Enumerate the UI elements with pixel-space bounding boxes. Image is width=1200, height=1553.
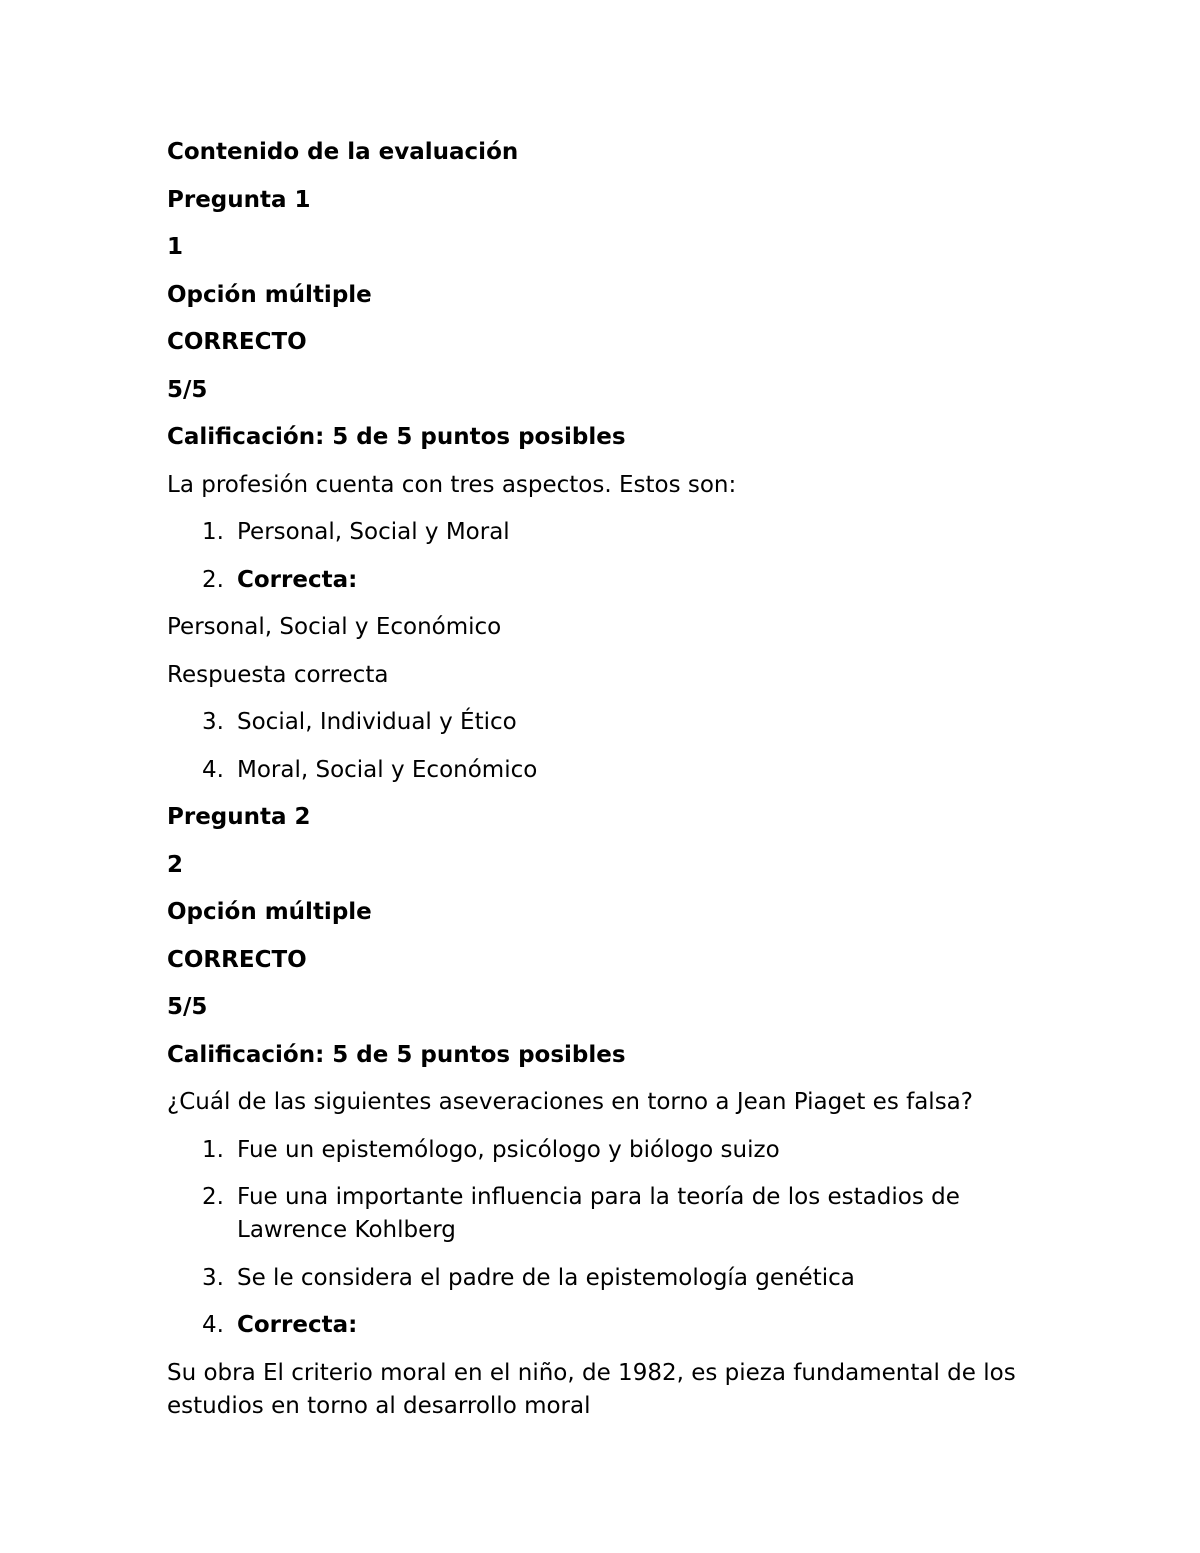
question-title: Pregunta 2: [167, 804, 311, 830]
option-text: Personal, Social y Moral: [237, 519, 510, 545]
question-type: Opción múltiple: [167, 899, 372, 925]
option-item: [167, 1262, 1027, 1295]
option-number: 2.: [202, 566, 224, 593]
question-number: 1: [167, 234, 184, 260]
question-prompt: La profesión cuenta con tres aspectos. Estos son:: [167, 471, 737, 498]
option-number: 2.: [202, 1184, 224, 1210]
option-number: 3.: [202, 1264, 224, 1291]
option-text: Fue un epistemólogo, psicólogo y biólogo suizo: [237, 1136, 780, 1163]
correct-label: Correcta:: [237, 1312, 358, 1338]
option-item: [167, 1134, 1027, 1167]
option-text: Social, Individual y Ético: [237, 709, 517, 735]
correct-label: Correcta:: [237, 566, 358, 593]
question-prompt: ¿Cuál de las siguientes aseveraciones en torno a Jean Piaget es falsa?: [167, 1089, 973, 1115]
question-2: [167, 801, 1027, 1423]
option-number: 4.: [202, 756, 224, 783]
feedback-text: Respuesta correcta: [167, 661, 389, 688]
option-item-correct: [167, 1309, 1027, 1342]
option-number: 3.: [202, 709, 224, 735]
question-type: Opción múltiple: [167, 281, 372, 308]
question-grade: Calificación: 5 de 5 puntos posibles: [167, 424, 626, 450]
correct-answer-text: Personal, Social y Económico: [167, 614, 502, 640]
option-list: [167, 706, 1027, 787]
option-number: 4.: [202, 1312, 224, 1338]
option-number: 1.: [202, 519, 224, 545]
option-item-correct: [167, 564, 1027, 597]
option-number: 1.: [202, 1136, 224, 1163]
question-status: CORRECTO: [167, 329, 307, 355]
question-1: [167, 184, 1027, 787]
question-status: CORRECTO: [167, 946, 307, 973]
question-number: 2: [167, 851, 184, 878]
document-page: [167, 136, 1027, 1437]
question-title: Pregunta 1: [167, 186, 311, 213]
option-item: [167, 1181, 1027, 1247]
question-grade: Calificación: 5 de 5 puntos posibles: [167, 1041, 626, 1068]
option-item: [167, 754, 1027, 787]
option-item: [167, 706, 1027, 739]
question-score: 5/5: [167, 994, 208, 1020]
option-text: Se le considera el padre de la epistemología genética: [237, 1264, 855, 1291]
option-item: [167, 516, 1027, 549]
document-heading: Contenido de la evaluación: [167, 139, 519, 165]
option-text: Moral, Social y Económico: [237, 756, 538, 783]
question-score: 5/5: [167, 376, 208, 403]
correct-answer-text: Su obra El criterio moral en el niño, de 1982, es pieza fundamental de los estudios en torno al desarrollo moral: [167, 1359, 1016, 1419]
option-text: Fue una importante influencia para la teoría de los estadios de Lawrence Kohlberg: [237, 1184, 960, 1243]
option-list: [167, 1134, 1027, 1343]
option-list: [167, 516, 1027, 597]
